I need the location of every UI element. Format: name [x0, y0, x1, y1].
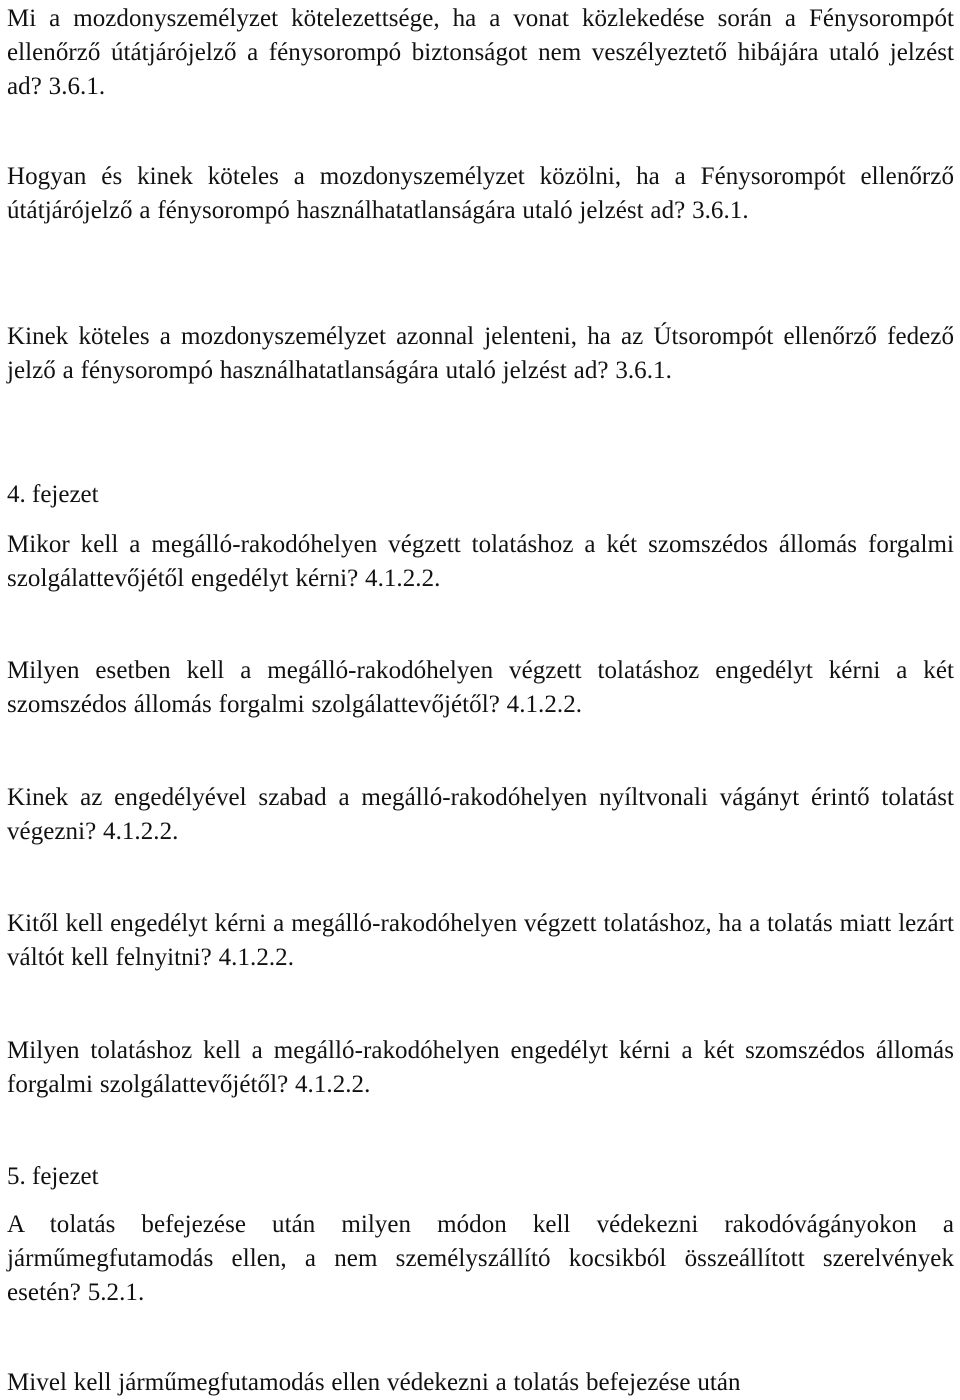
question-paragraph: Mivel kell járműmegfutamodás ellen védekezni a tolatás befejezése után	[7, 1369, 741, 1396]
question-paragraph: Kinek az engedélyével szabad a megálló-rakodóhelyen nyíltvonali vágányt érintő tolatást végezni? 4.1.2.2.	[7, 784, 954, 845]
question-paragraph: Mi a mozdonyszemélyzet kötelezettsége, ha a vonat közlekedése során a Fénysorompót ellenőrző útátjárójelző a fénysorompó biztonságot nem veszélyeztető hibájára utaló jelzést ad? 3.6.1.	[7, 5, 954, 100]
question-paragraph: Hogyan és kinek köteles a mozdonyszemélyzet közölni, ha a Fénysorompót ellenőrző útátjárójelző a fénysorompó használhatatlanságára utaló jelzést ad? 3.6.1.	[7, 163, 954, 224]
chapter-heading: 5. fejezet	[7, 1163, 99, 1190]
question-paragraph: A tolatás befejezése után milyen módon kell védekezni rakodóvágányokon a járműmegfutamodás ellen, a nem személyszállító kocsikból összeállított szerelvények esetén? 5.2.1.	[7, 1211, 954, 1306]
question-paragraph: Milyen tolatáshoz kell a megálló-rakodóhelyen engedélyt kérni a két szomszédos állomás forgalmi szolgálattevőjétől? 4.1.2.2.	[7, 1037, 954, 1098]
question-paragraph: Kinek köteles a mozdonyszemélyzet azonnal jelenteni, ha az Útsorompót ellenőrző fedező jelző a fénysorompó használhatatlanságára utaló jelzést ad? 3.6.1.	[7, 323, 954, 384]
question-paragraph: Milyen esetben kell a megálló-rakodóhelyen végzett tolatáshoz engedélyt kérni a két szomszédos állomás forgalmi szolgálattevőjétől? 4.1.2.2.	[7, 657, 954, 718]
chapter-heading: 4. fejezet	[7, 481, 99, 508]
question-paragraph: Mikor kell a megálló-rakodóhelyen végzett tolatáshoz a két szomszédos állomás forgalmi szolgálattevőjétől engedélyt kérni? 4.1.2.2.	[7, 531, 954, 592]
question-paragraph: Kitől kell engedélyt kérni a megálló-rakodóhelyen végzett tolatáshoz, ha a tolatás miatt lezárt váltót kell felnyitni? 4.1.2.2.	[7, 910, 954, 971]
